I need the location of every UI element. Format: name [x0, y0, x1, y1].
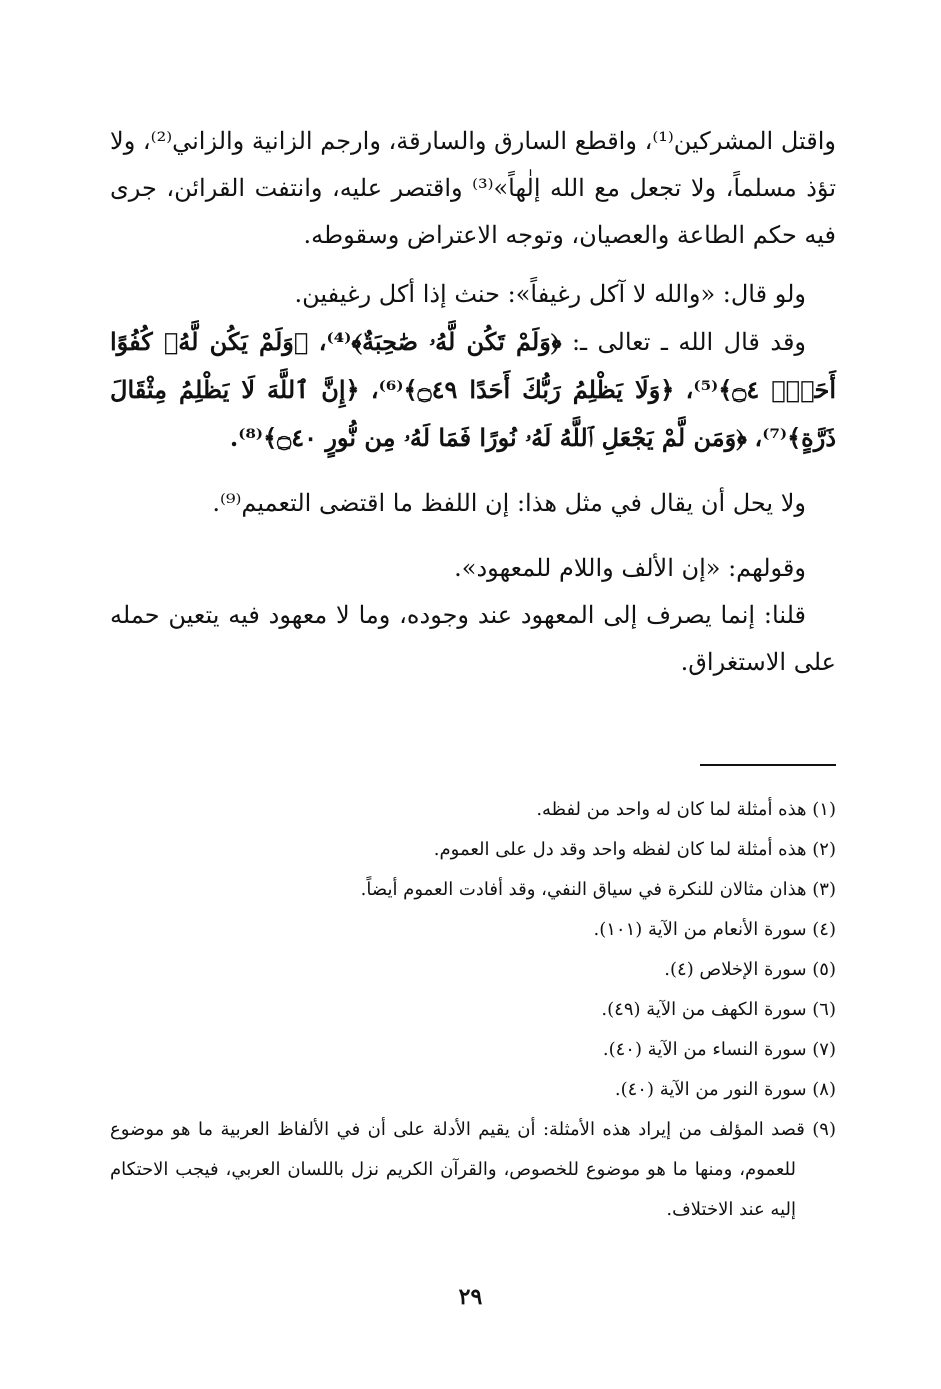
- quran-verse-5: ﴿وَمَن لَّمْ يَجْعَلِ ٱللَّهُ لَهُۥ نُورًا فَمَا لَهُۥ مِن نُّورٍ ۝٤٠﴾⁽⁸⁾.: [229, 423, 747, 452]
- main-text: [110, 118, 836, 686]
- paragraph-5: وقولهم: «إن الألف واللام للمعهود».: [454, 554, 806, 582]
- quran-verse-1: ﴿وَلَمْ تَكُن لَّهُۥ صَٰحِبَةٌ﴾⁽⁴⁾،: [318, 327, 562, 356]
- page-number: ٢٩: [458, 1284, 483, 1310]
- paragraph-1: واقتل المشركين⁽¹⁾، واقطع السارق والسارقة، وارجم الزانية والزاني⁽²⁾، ولا تؤذ مسلماً، ولا تجعل مع الله إلٰهاً»⁽³⁾ واقتصر عليه، وانتفت القرائن، جرى فيه حكم الطاعة والعصيان، وتوجه الاعتراض وسقوطه.: [110, 127, 836, 249]
- footnote-divider: [700, 764, 836, 766]
- quran-verse-4: ﴿إِنَّ ٱللَّهَ لَا يَظْلِمُ مِثْقَالَ ذَرَّةٍ﴾⁽⁷⁾،: [110, 375, 836, 452]
- footnote-1: (١) هذه أمثلة لما كان له واحد من لفظه.: [536, 799, 836, 820]
- footnote-6: (٦) سورة الكهف من الآية (٤٩).: [601, 999, 836, 1020]
- quran-verse-3: ﴿وَلَا يَظْلِمُ رَبُّكَ أَحَدًا ۝٤٩﴾⁽⁶⁾،: [370, 375, 675, 404]
- quran-verse-2: ﴿وَلَمْ يَكُن لَّهُۥ كُفُوًا أَحَدٌۢ ۝٤﴾⁽⁵⁾،: [110, 327, 836, 404]
- footnote-3: (٣) هذان مثالان للنكرة في سياق النفي، وقد أفادت العموم أيضاً.: [360, 879, 836, 900]
- footnote-8: (٨) سورة النور من الآية (٤٠).: [614, 1079, 836, 1100]
- footnote-5: (٥) سورة الإخلاص (٤).: [664, 959, 836, 980]
- footnote-4: (٤) سورة الأنعام من الآية (١٠١).: [593, 919, 836, 940]
- footnote-2: (٢) هذه أمثلة لما كان لفظه واحد وقد دل على العموم.: [433, 839, 836, 860]
- paragraph-quran-verses: [110, 318, 836, 462]
- footnote-9: (٩) قصد المؤلف من إيراد هذه الأمثلة: أن يقيم الأدلة على أن في الألفاظ العربية ما هو موضوع للعموم، ومنها ما هو موضوع للخصوص، والقرآن الكريم نزل باللسان العربي، فيجب الاحتكام إليه عند الاختلاف.: [110, 1119, 836, 1220]
- verses-intro: وقد قال الله ـ تعالى ـ:: [571, 328, 807, 356]
- paragraph-2: ولو قال: «والله لا آكل رغيفاً»: حنث إذا أكل رغيفين.: [294, 280, 806, 308]
- paragraph-4: ولا يحل أن يقال في مثل هذا: إن اللفظ ما اقتضى التعميم⁽⁹⁾.: [212, 489, 806, 517]
- footnote-7: (٧) سورة النساء من الآية (٤٠).: [602, 1039, 836, 1060]
- paragraph-6: قلنا: إنما يصرف إلى المعهود عند وجوده، وما لا معهود فيه يتعين حمله على الاستغراق.: [110, 601, 836, 676]
- footnotes: [110, 790, 836, 1230]
